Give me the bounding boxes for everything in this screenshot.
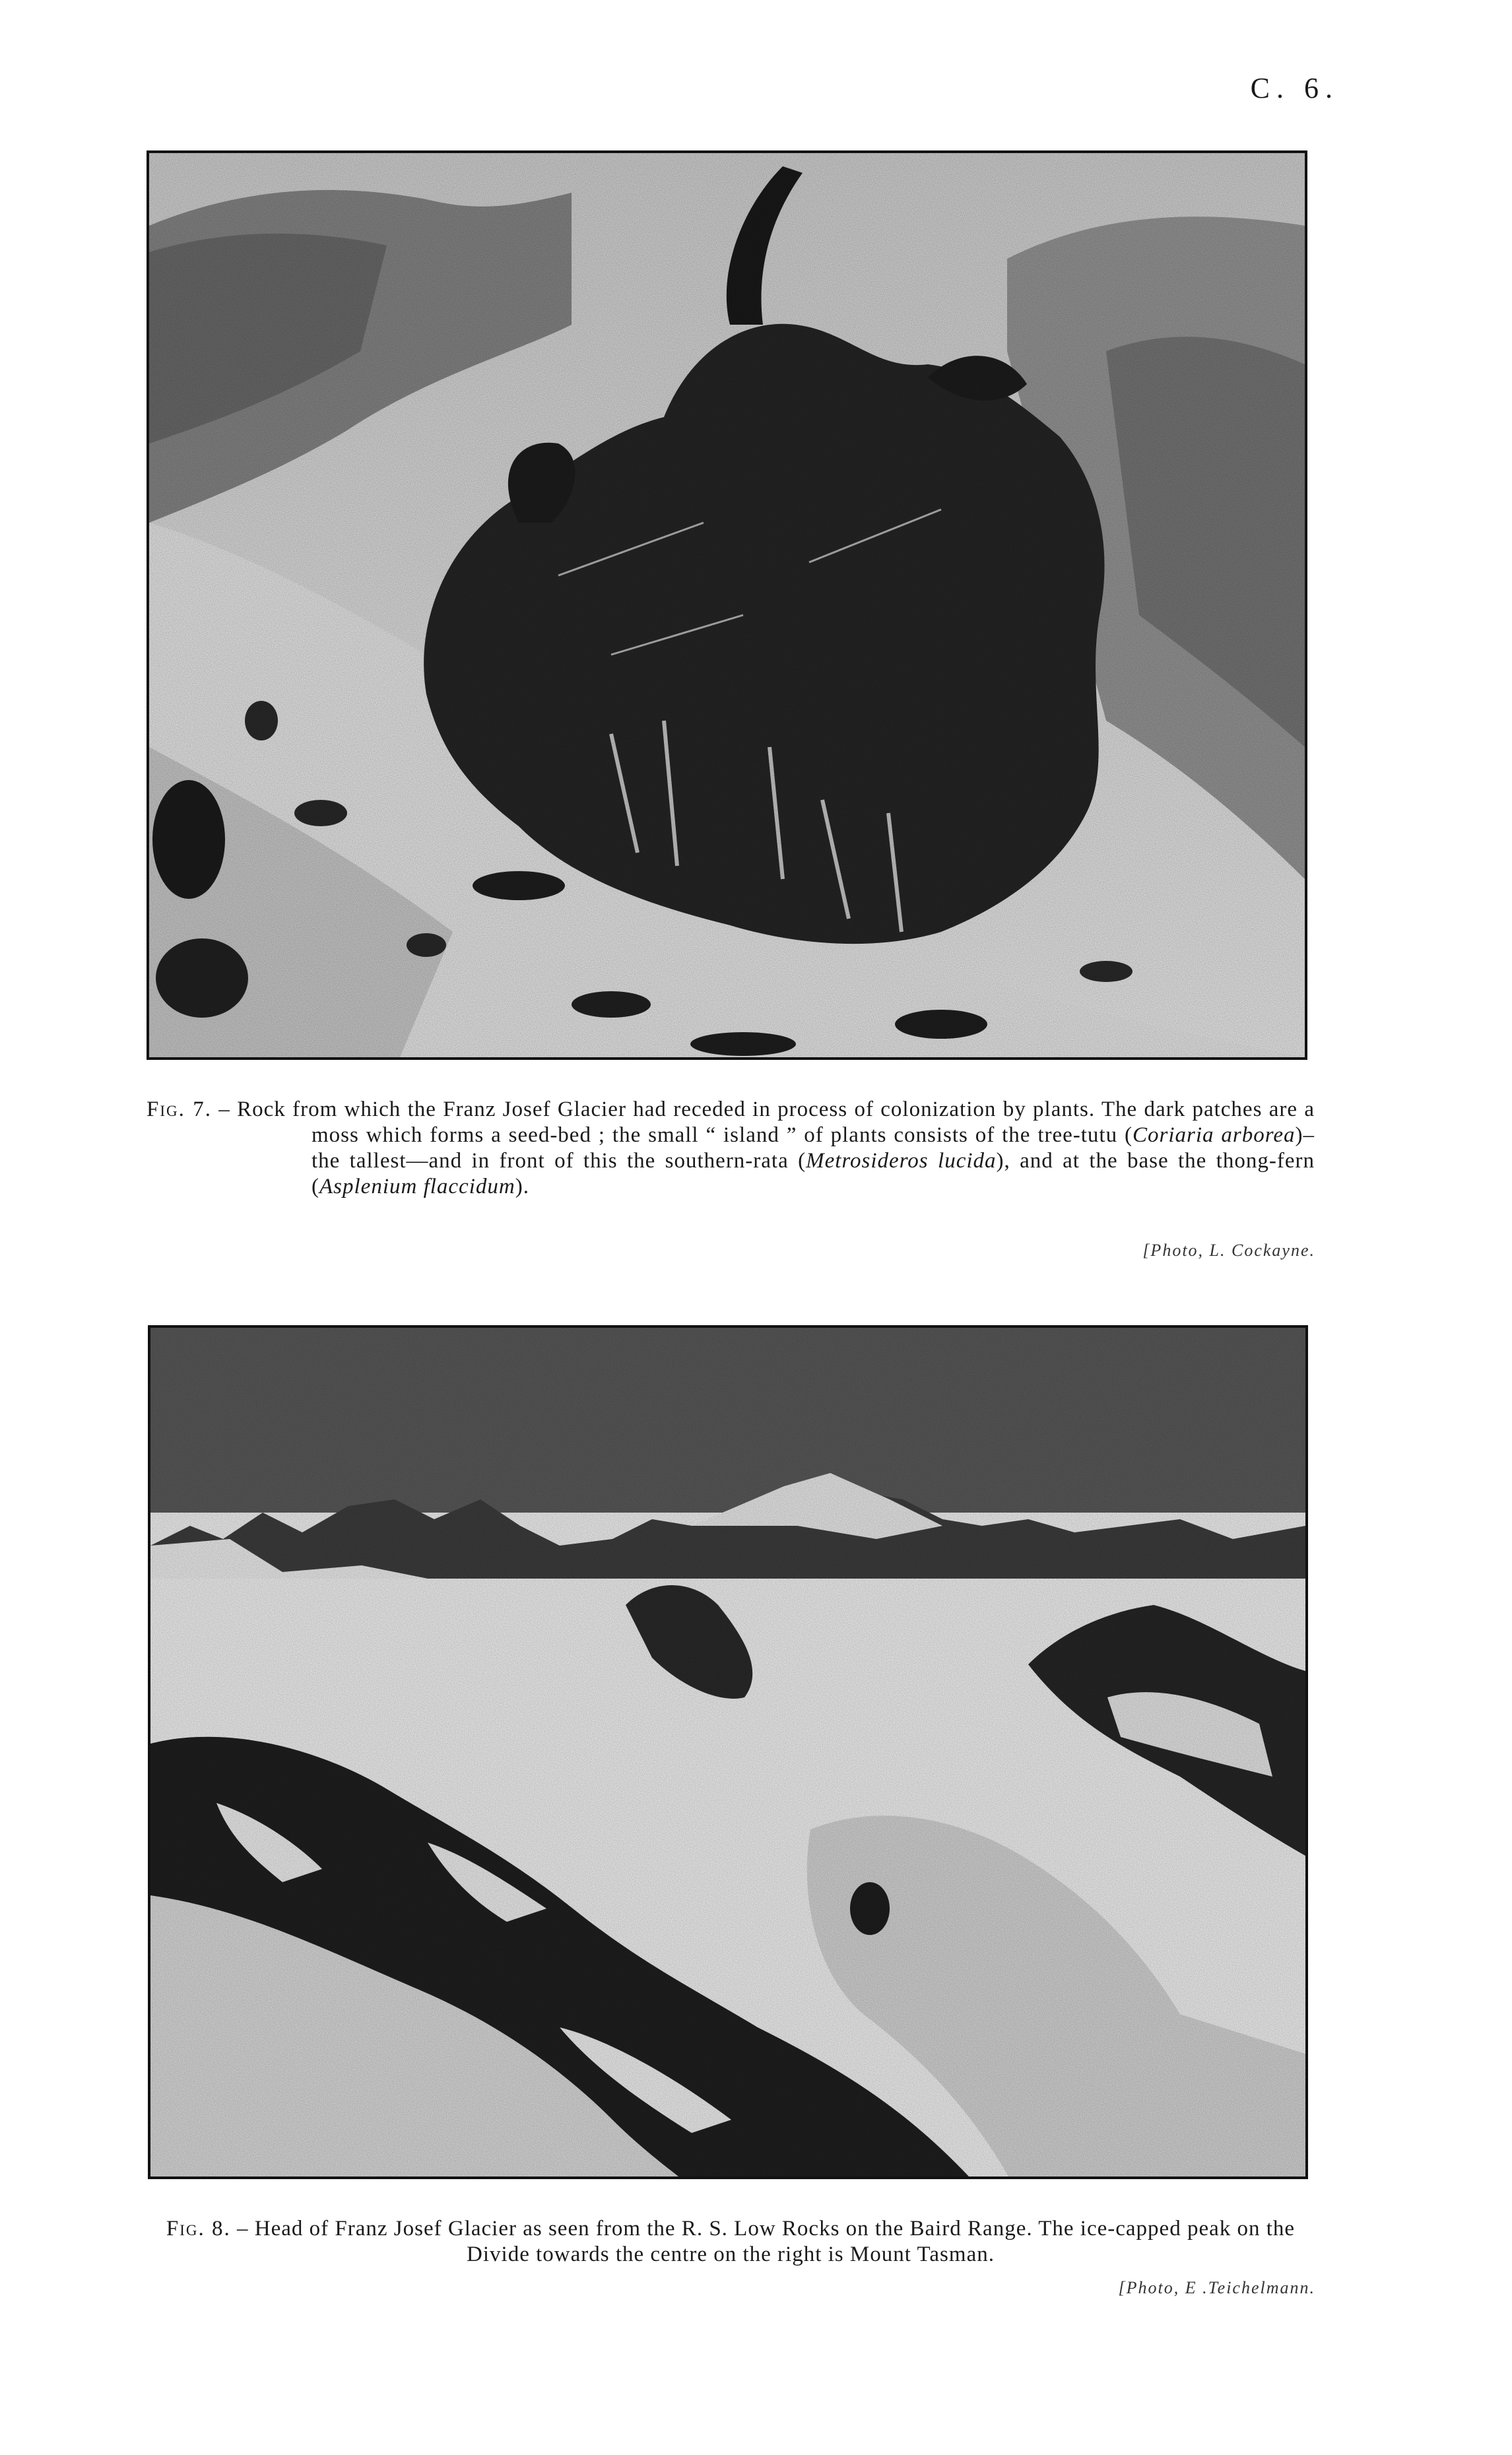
figure-7-dash: – <box>211 1097 238 1121</box>
figure-7-caption <box>147 1097 1315 1200</box>
figure-8-photo-credit: [Photo, E .Teichelmann. <box>1118 2278 1315 2297</box>
figure-7-label: Fig. 7. <box>147 1097 212 1121</box>
figure-7-photograph <box>147 150 1307 1060</box>
figure-7-caption-text-2: )– the tallest—and in front of this the southern-rata ( <box>312 1123 1315 1173</box>
figure-8-photograph <box>148 1325 1308 2179</box>
figure-7-photo-credit: [Photo, L. Cockayne. <box>1142 1241 1315 1260</box>
figure-7-species-coriaria: Coriaria arborea <box>1132 1123 1296 1147</box>
figure-8-label: Fig. 8. <box>166 2217 231 2241</box>
figure-7-caption-text-1: Rock from which the Franz Josef Glacier had receded in process of colonization by plants. The dark patches are a moss which forms a seed-bed ; the small “ island ” of plants consists of the tree-tutu ( <box>237 1097 1315 1147</box>
figure-8-dash: – <box>230 2217 255 2241</box>
figure-7-caption-text-4: ). <box>515 1175 529 1198</box>
page-number: C. 6. <box>1250 72 1339 104</box>
figure-7-species-asplenium: Asplenium flaccidum <box>319 1175 515 1198</box>
figure-7-species-metrosideros: Metrosideros lucida <box>806 1149 997 1173</box>
figure-8-caption <box>147 2216 1315 2268</box>
figure-7-caption-text-3: ), and at the base the thong-fern ( <box>312 1149 1315 1198</box>
figure-8-caption-text: Head of Franz Josef Glacier as seen from the R. S. Low Rocks on the Baird Range. The ice-capped peak on the Divide towards the centre on the right is Mount Tasman. <box>254 2217 1296 2266</box>
